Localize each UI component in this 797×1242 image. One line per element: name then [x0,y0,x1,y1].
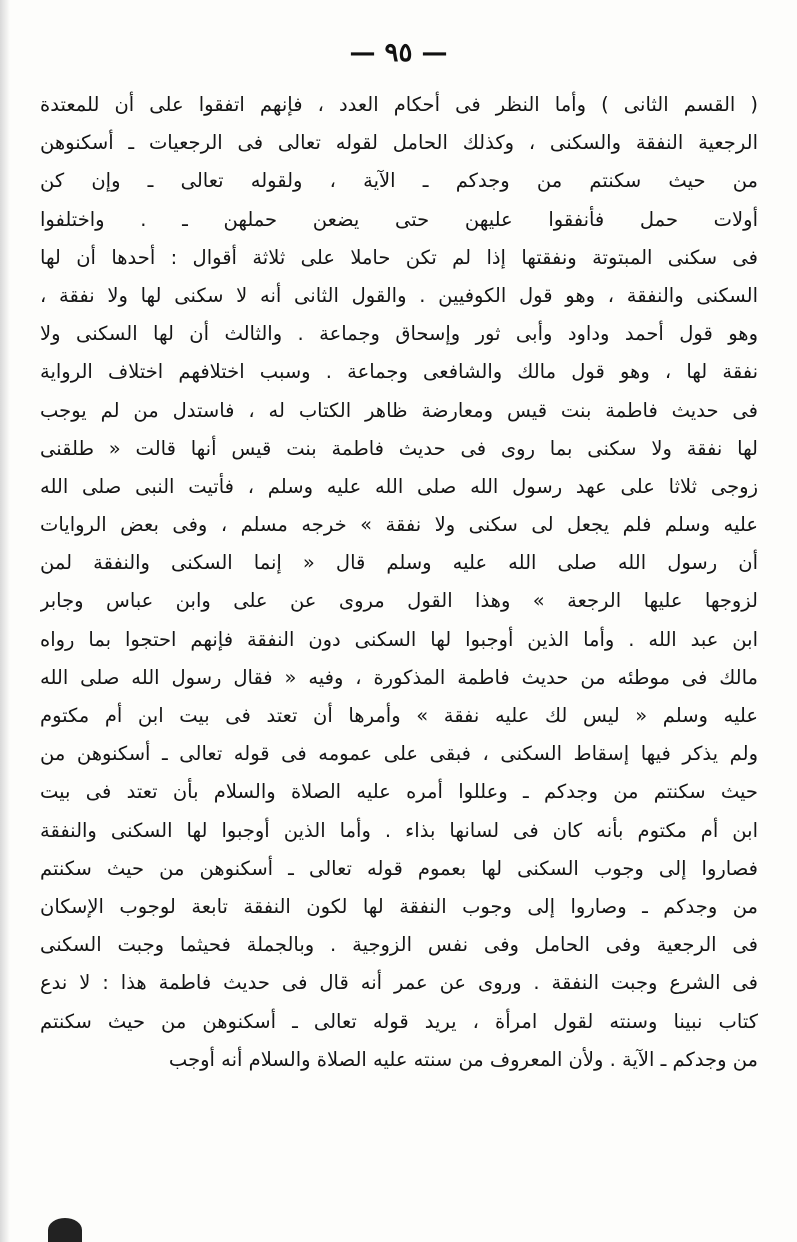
text-line: زوجى ثلاثا على عهد رسول الله صلى الله عليه وسلم ، فأتيت النبى صلى الله [40,474,758,498]
text-line: أولات حمل فأنفقوا عليهن حتى يضعن حملهن ـ . واختلفوا [40,207,758,231]
text-line: ابن أم مكتوم بأنه كان فى لسانها بذاء . وأما الذين أوجبوا لها السكنى والنفقة [40,818,758,842]
text-line: الرجعية النفقة والسكنى ، وكذلك الحامل لقوله تعالى فى الرجعيات ـ أسكنوهن [40,131,758,155]
text-line: كتاب نبينا وسنته لقول امرأة ، يريد قوله تعالى ـ أسكنوهن من حيث سكنتم [40,1009,758,1033]
text-line: أن رسول الله صلى الله عليه وسلم قال « إنما السكنى والنفقة لمن [40,551,758,575]
page-edge-shadow [0,0,10,1242]
text-line: لها نفقة ولا سكنى بما روى فى حديث فاطمة بنت قيس أنها قالت « طلقنى [40,436,758,460]
text-line: مالك فى موطئه من حديث فاطمة المذكورة ، وفيه « فقال رسول الله صلى الله [40,665,758,689]
text-line: ولم يذكر فيها إسقاط السكنى ، فبقى على عمومه فى قوله تعالى ـ أسكنوهن من [40,742,758,766]
page-number: — ٩٥ — [349,38,448,68]
text-line: من حيث سكنتم من وجدكم ـ الآية ، ولقوله تعالى ـ وإن كن [40,169,758,193]
text-line: ( القسم الثانى ) وأما النظر فى أحكام العدد ، فإنهم اتفقوا على أن للمعتدة [40,93,758,116]
text-line: من وجدكم ـ وصاروا إلى وجوب النفقة لها لكون النفقة تابعة لوجوب الإسكان [40,894,758,918]
text-line: من وجدكم ـ الآية . ولأن المعروف من سنته عليه الصلاة والسلام أنه أوجب [168,1047,758,1071]
text-line: فصاروا إلى وجوب السكنى لها بعموم قوله تعالى ـ أسكنوهن من حيث سكنتم [40,856,758,880]
text-line: السكنى والنفقة ، وهو قول الكوفيين . والقول الثانى أنه لا سكنى لها ولا نفقة ، [40,283,758,307]
text-line: فى حديث فاطمة بنت قيس ومعارضة ظاهر الكتاب له ، فاستدل من لم يوجب [40,398,758,422]
text-line: فى سكنى المبتوتة ونفقتها إذا لم تكن حاملا على ثلاثة أقوال : أحدها أن لها [40,245,758,269]
text-line: حيث سكنتم من وجدكم ـ وعللوا أمره عليه الصلاة والسلام بأن تعتد فى بيت [40,780,758,804]
text-line: لزوجها عليها الرجعة » وهذا القول مروى عن على وابن عباس وجابر [40,589,758,613]
text-line: وهو قول أحمد وداود وأبى ثور وإسحاق وجماعة . والثالث أن لها السكنى ولا [40,322,758,346]
text-line: ابن عبد الله . وأما الذين أوجبوا لها السكنى دون النفقة فإنهم احتجوا بما رواه [40,627,758,651]
text-line: نفقة لها ، وهو قول مالك والشافعى وجماعة . وسبب اختلافهم اختلاف الرواية [40,360,758,384]
text-line: عليه وسلم « ليس لك عليه نفقة » وأمرها أن تعتد فى بيت ابن أم مكتوم [40,704,758,727]
text-line: فى الرجعية وفى الحامل وفى نفس الزوجية . وبالجملة فحيثما وجبت السكنى [40,933,758,957]
text-line: فى الشرع وجبت النفقة . وروى عن عمر أنه قال فى حديث فاطمة هذا : لا ندع [40,971,758,995]
text-body [40,86,758,1079]
text-line: عليه وسلم فلم يجعل لى سكنى ولا نفقة » خرجه مسلم ، وفى بعض الروايات [40,513,758,537]
scan-artifact [48,1218,82,1242]
